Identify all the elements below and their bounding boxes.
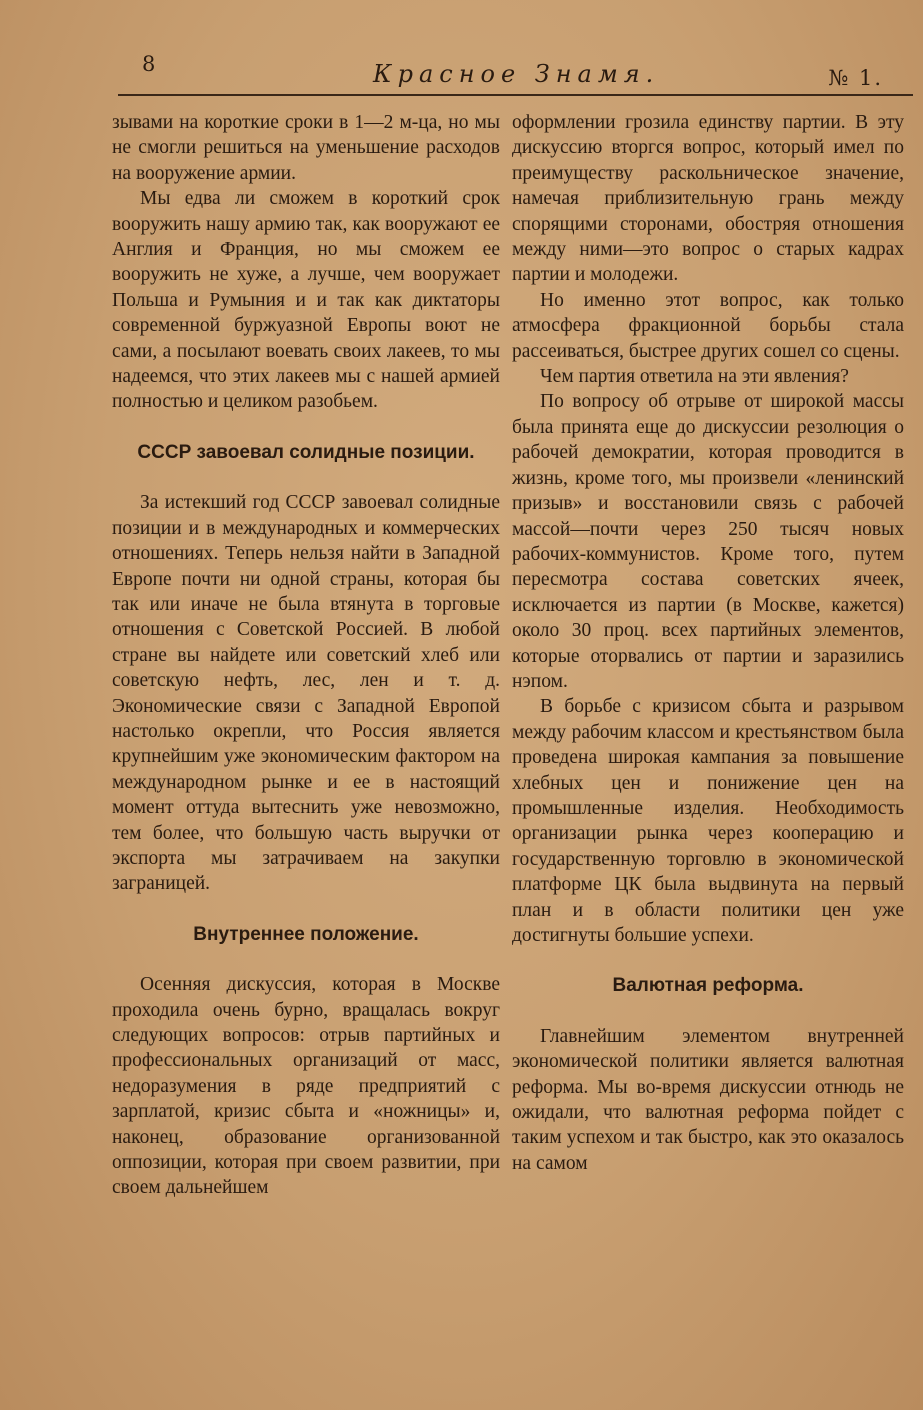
paragraph: Но именно этот вопрос, как только атмосфера фракционной борьбы стала рассеиваться, быстрее других сошел со сцены. <box>512 289 904 362</box>
page-number: 8 <box>142 52 156 76</box>
issue-number: № 1. <box>828 66 883 90</box>
left-column <box>112 110 500 1201</box>
header-rule <box>118 94 913 96</box>
paragraph: Осенняя дискуссия, которая в Москве проходила очень бурно, вращалась вокруг следующих вопросов: отрыв партийных и профессиональных организаций от масс, недоразумения в ряде предприятий с зарплатой, кризис сбыта и «ножницы» и, наконец, образование организованной оппозиции, которая при своем развитии, при своем дальнейшем <box>112 974 500 1199</box>
page-header <box>118 50 913 98</box>
paragraph: Мы едва ли сможем в короткий срок вооружить нашу армию так, как вооружают ее Англия и Франция, но мы сможем ее вооружить не хуже, а лучше, чем вооружает Польша и Румыния и и так как диктаторы современной буржуазной Европы воют не сами, а посылают воевать своих лакеев, то мы надеемся, что этих лакеев мы с нашей армией полностью и целиком разобьем. <box>112 188 500 413</box>
paragraph: Чем партия ответила на эти явления? <box>540 366 849 388</box>
paragraph: зывами на короткие сроки в 1—2 м-ца, но мы не смогли решиться на уменьшение расходов на вооружение армии. <box>112 112 500 184</box>
section-heading: СССР завоевал солидные позиции. <box>137 441 475 463</box>
section-heading: Валютная реформа. <box>612 975 804 997</box>
paragraph: За истекший год СССР завоевал солидные позиции и в международных и коммерческих отношениях. Теперь нельзя найти в Западной Европе почти ни одной страны, которая бы так или иначе не была втянута в торговые отношения с Советской Россией. В любой стране вы найдете или советский хлеб или советскую нефть, лес, лен и т. д. Экономические связи с Западной Европой настолько окрепли, что Россия является крупнейшим уже экономическим фактором на международном рынке и ее в настоящий момент оттуда вытеснить уже невозможно, тем более, что большую часть выручки от экспорта мы затрачиваем на закупки заграницей. <box>112 492 500 895</box>
paragraph: Главнейшим элементом внутренней экономической политики является валютная реформа. Мы во-время дискуссии отнюдь не ожидали, что валютная реформа пойдет с таким успехом и так быстро, как это оказалось на самом <box>512 1025 904 1174</box>
paragraph: В борьбе с кризисом сбыта и разрывом между рабочим классом и крестьянством была проведена широкая кампания за повышение хлебных цен и понижение цен на промышленные изделия. Необходимость организации рынка через кооперацию и государственную торговлю в экономической платформе ЦК была выдвинута на первый план и в области политики цен уже достигнуты большие успехи. <box>512 696 904 946</box>
newspaper-title: Красное Знамя. <box>373 60 660 88</box>
paragraph: По вопросу об отрыве от широкой массы была принята еще до дискуссии резолюция о рабочей демократии, которая проводится в жизнь, кроме того, мы произвели «ленинский призыв» и восстановили связь с рабочей массой—почти через 250 тысяч новых рабочих-коммунистов. Кроме того, путем пересмотра состава советских ячеек, исключается из партии (в Москве, кажется) около 30 проц. всех партийных элементов, которые оторвались от партии и заразились нэпом. <box>512 391 904 692</box>
section-heading: Внутреннее положение. <box>193 923 419 945</box>
right-column <box>512 110 904 1176</box>
paragraph: оформлении грозила единству партии. В эту дискуссию вторгся вопрос, который имел по преимуществу раскольническое значение, намечая приблизительную грань между спорящими сторонами, обостряя отношения между ними—это вопрос о старых кадрах партии и молодежи. <box>512 112 904 286</box>
